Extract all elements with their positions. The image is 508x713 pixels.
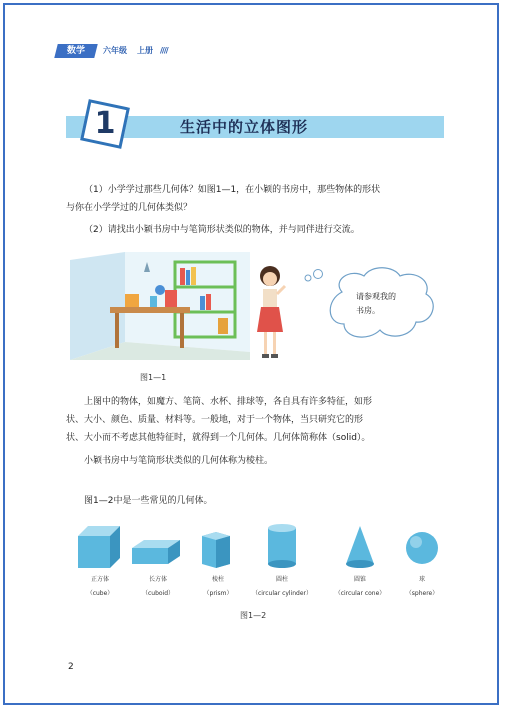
cuboid-english-label: （cuboid） — [141, 590, 175, 597]
cone-english-label: （circular cone） — [334, 590, 386, 597]
cylinder-english-label: （circular cylinder） — [251, 590, 313, 597]
body-line-4: 小颖书房中与笔筒形状类似的几何体称为棱柱。 — [84, 456, 274, 466]
cube-label: 正方体 — [90, 576, 109, 583]
cone-shape — [330, 522, 390, 572]
question-2: （2）请找出小颖书房中与笔筒形状类似的物体，并与同伴进行交流。 — [84, 225, 360, 235]
figure-2-caption: 图1—2 — [240, 611, 267, 620]
speech-line-2: 书房。 — [356, 306, 380, 315]
section-number: 1 — [94, 106, 116, 141]
header-decoration: //// — [160, 46, 168, 55]
sphere-label: 球 — [418, 576, 425, 583]
body-line-1: 上图中的物体，如魔方、笔筒、水杯、排球等，各自具有许多特征，如形 — [84, 397, 373, 407]
speech-line-1: 请参观我的 — [356, 292, 396, 301]
cylinder-label: 圆柱 — [275, 576, 288, 583]
grade-label: 六年级 — [103, 46, 127, 55]
sphere-english-label: （sphere） — [405, 590, 439, 597]
subject-tag — [54, 44, 97, 58]
speech-text — [356, 290, 436, 318]
sphere-shape — [392, 522, 452, 572]
cylinder-shape — [252, 522, 312, 572]
cone-label: 圆锥 — [353, 576, 366, 583]
figure-2-intro: 图1—2中是一些常见的几何体。 — [84, 496, 213, 506]
volume-label: 上册 — [137, 46, 153, 55]
body-line-3: 状、大小而不考虑其他特征时，就得到一个几何体。几何体简称体（solid）。 — [66, 433, 371, 443]
study-room-illustration — [70, 252, 250, 360]
figure-1-caption: 图1—1 — [140, 373, 167, 382]
question-1-line-2: 与你在小学学过的几何体类似？ — [66, 203, 193, 213]
page-number: 2 — [68, 662, 74, 672]
prism-label: 棱柱 — [211, 576, 224, 583]
prism-english-label: （prism） — [203, 590, 233, 597]
body-line-2: 状、大小、颜色、质量、材料等。一般地，对于一个物体，当只研究它的形 — [66, 415, 364, 425]
subject-label: 数学 — [66, 46, 85, 56]
cube-shape — [70, 522, 130, 572]
cuboid-label: 长方体 — [148, 576, 167, 583]
girl-illustration — [250, 262, 290, 362]
section-title: 生活中的立体图形 — [180, 118, 309, 136]
prism-shape — [188, 522, 248, 572]
cuboid-shape — [128, 522, 188, 572]
question-1-line-1: （1）小学学过那些几何体？如图1—1，在小颖的书房中，那些物体的形状 — [84, 185, 381, 195]
cube-english-label: （cube） — [86, 590, 114, 597]
